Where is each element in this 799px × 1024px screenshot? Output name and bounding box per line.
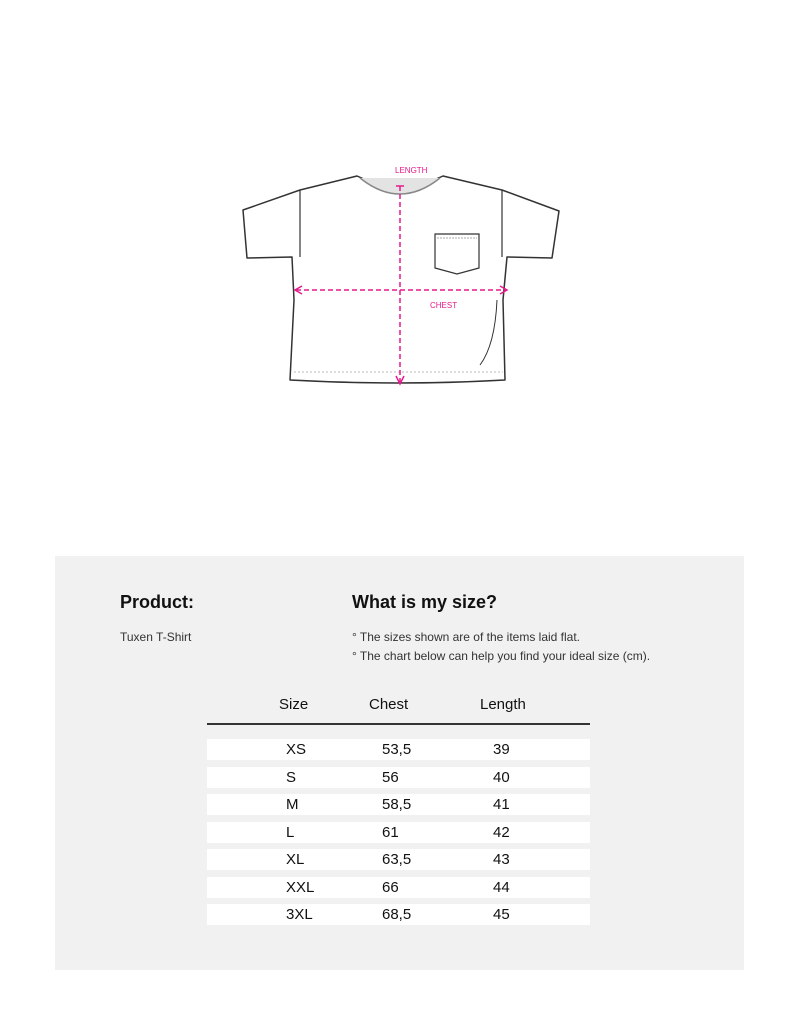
size-cell: S	[286, 768, 297, 786]
size-cell: XXL	[286, 878, 315, 896]
product-name: Tuxen T-Shirt	[120, 630, 192, 644]
tshirt-body	[243, 176, 559, 383]
pocket	[435, 234, 479, 274]
table-row	[207, 739, 590, 760]
size-note: ° The chart below can help you find your ideal size (cm).	[352, 649, 651, 663]
length-cell: 43	[493, 851, 510, 868]
column-header-size: Size	[279, 696, 309, 713]
length-cell: 45	[493, 906, 510, 923]
table-row	[207, 822, 590, 843]
tshirt-measurement-diagram	[0, 0, 799, 420]
length-cell: 40	[493, 768, 510, 786]
size-cell: 3XL	[286, 906, 313, 923]
product-heading: Product:	[120, 592, 194, 612]
size-chart-panel	[55, 556, 744, 970]
header-divider	[207, 723, 590, 725]
size-cell: XL	[286, 851, 305, 868]
size-heading: What is my size?	[352, 592, 498, 612]
chest-cell: 66	[382, 878, 399, 896]
size-cell: XS	[286, 741, 307, 758]
table-row	[207, 877, 590, 898]
chest-cell: 61	[382, 823, 399, 841]
chest-cell: 58,5	[382, 796, 412, 813]
length-cell: 41	[493, 796, 510, 813]
length-cell: 42	[493, 823, 510, 841]
table-row	[207, 767, 590, 788]
table-row	[207, 849, 590, 870]
chest-cell: 56	[382, 768, 399, 786]
size-cell: M	[286, 796, 299, 813]
table-row	[207, 794, 590, 815]
length-label: LENGTH	[395, 166, 428, 175]
chest-label: CHEST	[430, 301, 458, 310]
size-note: ° The sizes shown are of the items laid flat.	[352, 630, 581, 644]
table-row	[207, 904, 590, 925]
column-header-chest: Chest	[369, 696, 409, 713]
chest-cell: 53,5	[382, 741, 412, 758]
column-header-length: Length	[480, 696, 526, 713]
chest-cell: 68,5	[382, 906, 412, 923]
size-cell: L	[286, 823, 295, 841]
length-cell: 44	[493, 878, 510, 896]
chest-cell: 63,5	[382, 851, 412, 868]
length-cell: 39	[493, 741, 510, 758]
